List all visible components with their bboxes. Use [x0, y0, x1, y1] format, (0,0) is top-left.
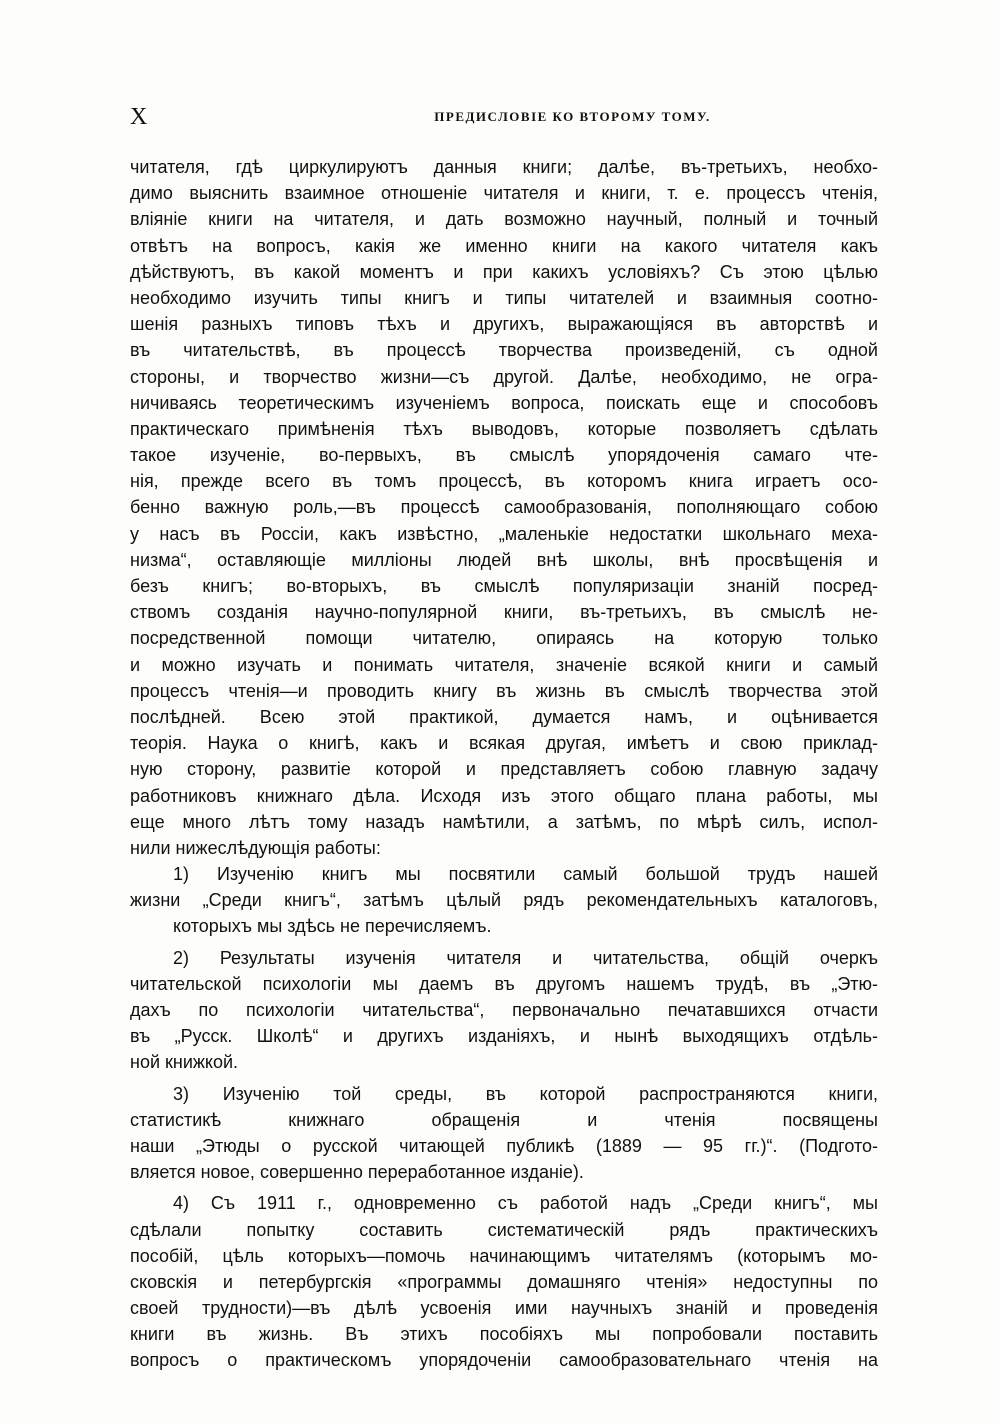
text-line: еще много лѣтъ тому назадъ намѣтили, а затѣмъ, по мѣрѣ силъ, испол- — [130, 811, 878, 832]
text-line: нили нижеслѣдующія работы: — [130, 837, 381, 858]
text-line: вліяніе книги на читателя, и дать возможно научный, полный и точный — [130, 209, 878, 230]
text-line: и можно изучать и понимать читателя, значеніе всякой книги и самый — [130, 654, 878, 675]
list-item-2-line: 2) Результаты изученія читателя и читательства, общій очеркъ — [173, 947, 878, 968]
text-line: шенія разныхъ типовъ тѣхъ и другихъ, выражающіяся въ авторствѣ и — [130, 314, 878, 335]
text-line: вляется новое, совершенно переработанное изданіе). — [130, 1162, 584, 1183]
text-line: наши „Этюды о русской читающей публикѣ (1889 — 95 гг.)“. (Подгото- — [130, 1135, 878, 1156]
text-line: сдѣлали попытку составить систематическій рядъ практическихъ — [130, 1219, 878, 1240]
text-line: такое изученіе, во-первыхъ, въ смыслѣ упорядоченія самаго чте- — [130, 445, 878, 466]
text-line: ничиваясь теоретическимъ изученіемъ вопроса, поискать еще и способовъ — [130, 392, 878, 413]
text-line: дѣйствуютъ, въ какой моментъ и при какихъ условіяхъ? Съ этою цѣлью — [130, 261, 878, 282]
text-line: въ „Русск. Школѣ“ и другихъ изданіяхъ, и нынѣ выходящихъ отдѣль- — [130, 1026, 878, 1047]
text-line: низма“, оставляющіе милліоны людей внѣ школы, внѣ просвѣщенія и — [130, 549, 878, 570]
text-line: теорія. Наука о книгѣ, какъ и всякая другая, имѣетъ и свою приклад- — [130, 733, 878, 754]
text-line: статистикѣ книжнаго обращенія и чтенія посвящены — [130, 1109, 878, 1130]
text-line: ную сторону, развитіе которой и представляетъ собою главную задачу — [130, 759, 878, 780]
text-line: сковскія и петербургскія «программы домашняго чтенія» недоступны по — [130, 1271, 878, 1292]
list-item-1-line: 1) Изученію книгъ мы посвятили самый большой трудъ нашей — [173, 864, 878, 885]
page-number: X — [130, 104, 148, 130]
text-line: читательской психологіи мы даемъ въ другомъ нашемъ трудѣ, въ „Этю- — [130, 973, 878, 994]
text-line: ной книжкой. — [130, 1052, 239, 1073]
text-line: безъ книгъ; во-вторыхъ, въ смыслѣ популяризаціи знаній посред- — [130, 576, 878, 596]
text-line: нія, прежде всего въ томъ процессѣ, въ которомъ книга играетъ осо- — [130, 471, 878, 492]
text-line: димо выяснить взаимное отношеніе читателя и книги, т. е. процессъ чтенія, — [130, 183, 878, 204]
text-line: ствомъ созданія научно-популярной книги, въ-третьихъ, въ смыслѣ не- — [130, 602, 878, 623]
text-line: пособій, цѣль которыхъ—помочь начинающимъ читателямъ (которымъ мо- — [130, 1245, 878, 1266]
text-line: бенно важную роль,—въ процессѣ самообразованія, пополняющаго собою — [130, 497, 878, 518]
text-line: процессъ чтенія—и проводить книгу въ жизнь въ смыслѣ творчества этой — [130, 680, 878, 701]
text-line: которыхъ мы здѣсь не перечисляемъ. — [173, 916, 492, 937]
text-line: въ читательствѣ, въ процессѣ творчества произведеній, съ одной — [130, 340, 878, 361]
text-line: послѣдней. Всею этой практикой, думается намъ, и оцѣнивается — [130, 706, 878, 727]
body-text — [130, 154, 878, 1374]
text-line: книги въ жизнь. Въ этихъ пособіяхъ мы попробовали поставить — [130, 1324, 878, 1345]
text-line: жизни „Среди книгъ“, затѣмъ цѣлый рядъ рекомендательныхъ каталоговъ, — [130, 890, 878, 911]
running-title: ПРЕДИСЛОВІЕ КО ВТОРОМУ ТОМУ. — [434, 109, 711, 124]
list-item-4-line: 4) Съ 1911 г., одновременно съ работой надъ „Среди книгъ“, мы — [173, 1193, 878, 1214]
text-line: вопросъ о практическомъ упорядоченіи самообразовательнаго чтенія на — [130, 1350, 878, 1371]
text-line: дахъ по психологіи читательства“, первоначально печатавшихся отчасти — [130, 1000, 878, 1020]
text-line: у насъ въ Россіи, какъ извѣстно, „маленькіе недостатки школьнаго меха- — [130, 523, 878, 544]
list-item-3-line: 3) Изученію той среды, въ которой распространяются книги, — [173, 1083, 878, 1104]
text-line: необходимо изучить типы книгъ и типы читателей и взаимныя соотно- — [130, 287, 878, 308]
text-line: практическаго примѣненія тѣхъ выводовъ, которые позволяетъ сдѣлать — [130, 418, 878, 439]
text-line: читателя, гдѣ циркулируютъ данныя книги; далѣе, въ-третьихъ, необхо- — [130, 157, 878, 177]
running-head — [130, 102, 880, 132]
text-line: посредственной помощи читателю, опираясь на которую только — [130, 628, 878, 649]
text-line: своей трудности)—въ дѣлѣ усвоенія ими научныхъ знаній и проведенія — [130, 1298, 878, 1319]
text-line: стороны, и творчество жизни—съ другой. Далѣе, необходимо, не огра- — [130, 366, 878, 387]
text-line: отвѣтъ на вопросъ, какія же именно книги на какого читателя какъ — [130, 235, 878, 256]
text-line: работниковъ книжнаго дѣла. Исходя изъ этого общаго плана работы, мы — [130, 785, 878, 806]
